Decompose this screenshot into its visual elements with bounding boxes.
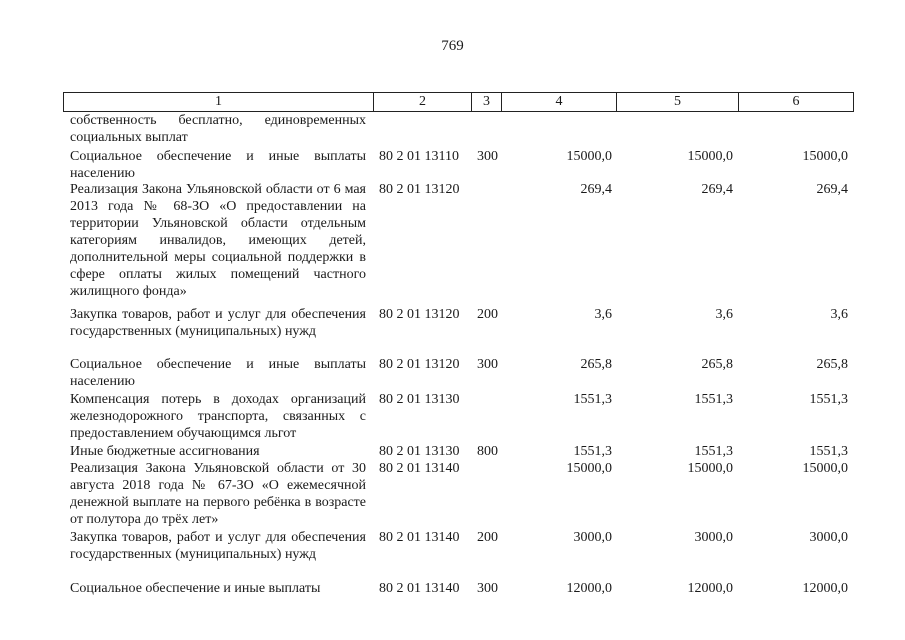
row-value-1: 265,8 [580,357,612,372]
header-col-6: 6 [792,94,800,109]
row-code: 80 2 01 13120 [379,307,460,322]
row-name: Иные бюджетные ассигнования [70,444,260,459]
row-name: Закупка товаров, работ и услуг для обеспечения государственных (муниципальных) нужд [70,530,366,562]
row-value-1: 15000,0 [566,149,612,164]
row-vr: 200 [477,307,498,322]
row-code: 80 2 01 13140 [379,461,460,476]
row-name: Социальное обеспечение и иные выплаты населению [70,357,366,389]
row-value-2: 1551,3 [694,444,733,459]
row-value-3: 269,4 [816,182,848,197]
row-vr: 300 [477,581,498,596]
row-value-2: 1551,3 [694,392,733,407]
row-value-1: 1551,3 [573,392,612,407]
row-value-2: 265,8 [701,357,733,372]
row-vr: 200 [477,530,498,545]
row-code: 80 2 01 13110 [379,149,459,164]
row-value-3: 15000,0 [802,461,848,476]
row-name: Компенсация потерь в доходах организаций железнодорожного транспорта, связанных с предоставлением обучающимся льгот [70,392,366,441]
header-col-4: 4 [502,93,617,111]
row-code: 80 2 01 13140 [379,530,460,545]
row-value-2: 3,6 [715,307,733,322]
row-name: Реализация Закона Ульяновской области от 6 мая 2013 года № 68-ЗО «О предоставлении на территории Ульяновской области отдельным категориям инвалидов, имеющих детей, дополнительной меры социальной поддержки в сфере оплаты жилых помещений частного жилищного фонда» [70,182,366,299]
table-header [63,92,854,112]
header-col-3: 3 [472,93,502,111]
row-vr: 300 [477,357,498,372]
row-name: Социальное обеспечение и иные выплаты населению [70,149,366,181]
header-col-1: 1 [64,93,374,111]
row-value-3: 3,6 [830,307,848,322]
row-code: 80 2 01 13120 [379,357,460,372]
row-value-1: 12000,0 [566,581,612,596]
row-value-1: 269,4 [580,182,612,197]
row-value-1: 3,6 [594,307,612,322]
row-value-2: 12000,0 [687,581,733,596]
row-value-3: 1551,3 [809,392,848,407]
row-code: 80 2 01 13130 [379,444,460,459]
row-value-3: 12000,0 [802,581,848,596]
row-value-2: 3000,0 [694,530,733,545]
row-value-2: 15000,0 [687,149,733,164]
row-code: 80 2 01 13130 [379,392,460,407]
row-value-2: 269,4 [701,182,733,197]
row-code: 80 2 01 13140 [379,581,460,596]
row-value-1: 1551,3 [573,444,612,459]
header-col-5: 5 [617,93,739,111]
row-name: Реализация Закона Ульяновской области от 30 августа 2018 года № 67-ЗО «О ежемесячной денежной выплате на первого ребёнка в возрасте от полутора до трёх лет» [70,461,366,527]
row-value-1: 15000,0 [566,461,612,476]
row-value-3: 15000,0 [802,149,848,164]
row-value-3: 265,8 [816,357,848,372]
row-name: Социальное обеспечение и иные выплаты [70,581,321,596]
row-code: 80 2 01 13120 [379,182,460,197]
row-name: собственность бесплатно, единовременных социальных выплат [70,113,366,145]
row-vr: 300 [477,149,498,164]
row-vr: 800 [477,444,498,459]
row-value-3: 3000,0 [809,530,848,545]
page-number: 769 [441,38,464,54]
row-value-1: 3000,0 [573,530,612,545]
row-value-2: 15000,0 [687,461,733,476]
row-value-3: 1551,3 [809,444,848,459]
row-name: Закупка товаров, работ и услуг для обеспечения государственных (муниципальных) нужд [70,307,366,339]
header-col-2: 2 [374,93,472,111]
